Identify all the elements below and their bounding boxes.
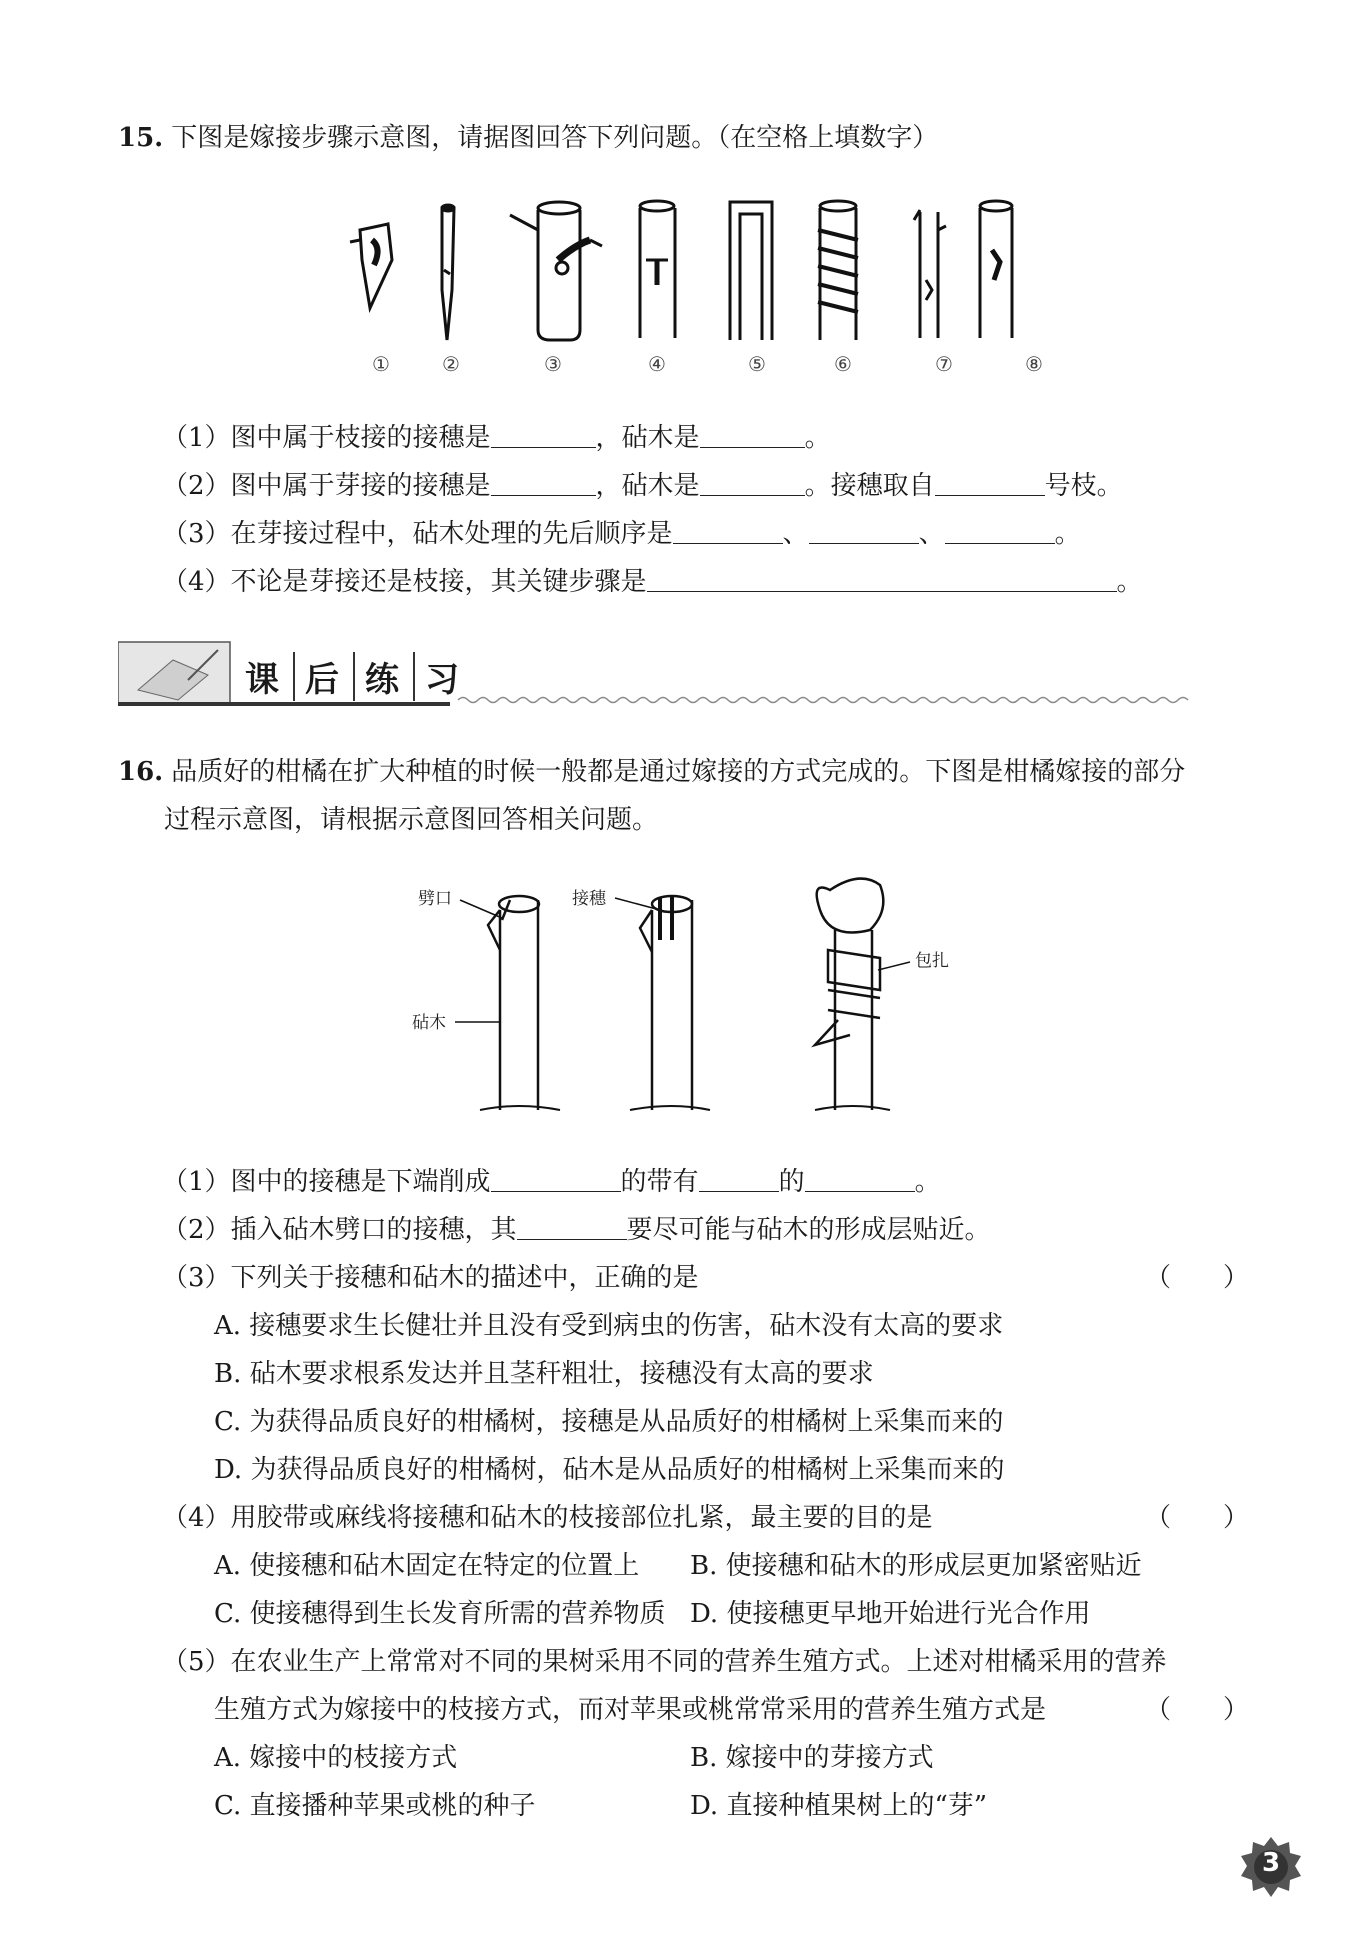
- q16-sub3-option-a[interactable]: A. 接穗要求生长健壮并且没有受到病虫的伤害，砧木没有太高的要求: [214, 1311, 1004, 1341]
- q16-sub5-option-d[interactable]: D. 直接种植果树上的“芽”: [690, 1791, 988, 1821]
- answer-blank[interactable]: [700, 421, 805, 448]
- page-number: 3: [1261, 1848, 1281, 1878]
- answer-blank[interactable]: [700, 469, 805, 496]
- answer-blank[interactable]: [945, 517, 1055, 544]
- fig-label-pikou: 劈口: [418, 889, 452, 909]
- q16-sub4-answer-paren[interactable]: （ ）: [1145, 1503, 1250, 1533]
- figure-stock-with-bud: [980, 201, 1012, 338]
- q16-sub5-option-c[interactable]: C. 直接播种苹果或桃的种子: [214, 1791, 536, 1821]
- q16-sub5-option-a[interactable]: A. 嫁接中的枝接方式: [214, 1743, 458, 1773]
- figure-bound-stock: [818, 201, 858, 340]
- answer-blank[interactable]: [805, 1165, 915, 1192]
- answer-blank[interactable]: [809, 517, 919, 544]
- q16-title: [118, 752, 1185, 792]
- q16-sub5-line2: 生殖方式为嫁接中的枝接方式，而对苹果或桃常常采用的营养生殖方式是: [214, 1695, 1047, 1725]
- q15-sub3: （3）在芽接过程中，砧木处理的先后顺序是 、 、 。: [162, 519, 1081, 549]
- answer-blank[interactable]: [491, 421, 596, 448]
- q16-sub3-option-b[interactable]: B. 砧木要求根系发达并且茎秆粗壮，接穗没有太高的要求: [214, 1359, 874, 1389]
- figure-scion: [442, 205, 454, 340]
- q16-sub4-option-a[interactable]: A. 使接穗和砧木固定在特定的位置上: [214, 1551, 640, 1581]
- fig-label-1: ①: [372, 352, 390, 376]
- q16-sub4-option-b[interactable]: B. 使接穗和砧木的形成层更加紧密贴近: [690, 1551, 1142, 1581]
- q16-sub1: （1）图中的接穗是下端削成 的带有 的 。: [162, 1167, 941, 1197]
- q16-sub4-option-d[interactable]: D. 使接穗更早地开始进行光合作用: [690, 1599, 1091, 1629]
- q16-sub5-line1: （5）在农业生产上常常对不同的果树采用不同的营养生殖方式。上述对柑橘采用的营养: [162, 1647, 1167, 1677]
- q16-title-line1: 品质好的柑橘在扩大种植的时候一般都是通过嫁接的方式完成的。下图是柑橘嫁接的部分: [171, 757, 1186, 787]
- answer-blank[interactable]: [491, 1165, 621, 1192]
- fig-label-8: ⑧: [1025, 352, 1043, 376]
- q15-sub4: （4）不论是芽接还是枝接，其关键步骤是 。: [162, 567, 1143, 597]
- q16-sub5-answer-paren[interactable]: （ ）: [1145, 1695, 1250, 1725]
- q16-sub3-option-d[interactable]: D. 为获得品质良好的柑橘树，砧木是从品质好的柑橘树上采集而来的: [214, 1455, 1005, 1485]
- q16-sub3-answer-paren[interactable]: （ ）: [1145, 1263, 1250, 1293]
- fig-label-2: ②: [442, 352, 460, 376]
- answer-blank[interactable]: [491, 469, 596, 496]
- answer-blank[interactable]: [935, 469, 1045, 496]
- figure-bud-shield: [350, 224, 392, 308]
- q16-sub3: （3）下列关于接穗和砧木的描述中，正确的是: [162, 1263, 699, 1293]
- fig-label-zhenmu: 砧木: [412, 1013, 446, 1033]
- figure-t-cut-stock: [640, 201, 675, 338]
- q15-title: [118, 118, 938, 158]
- q16-sub4: （4）用胶带或麻线将接穗和砧木的枝接部位扎紧，最主要的目的是: [162, 1503, 933, 1533]
- q15-grafting-figure: [330, 190, 1070, 350]
- q16-sub4-option-c[interactable]: C. 使接穗得到生长发育所需的营养物质: [214, 1599, 666, 1629]
- fig-label-jiesui: 接穗: [572, 889, 606, 909]
- fig-label-baozha: 包扎: [915, 951, 949, 971]
- q16-sub5-option-b[interactable]: B. 嫁接中的芽接方式: [690, 1743, 934, 1773]
- figure-branch-cut: [510, 202, 602, 340]
- fig-label-4: ④: [648, 352, 666, 376]
- fig-label-3: ③: [544, 352, 562, 376]
- section-title: 课 后 练 习: [235, 652, 473, 701]
- q15-sub1: （1）图中属于枝接的接穗是 ，砧木是 。: [162, 423, 831, 453]
- q16-sub2: （2）插入砧木劈口的接穗，其 要尽可能与砧木的形成层贴近。: [162, 1215, 991, 1245]
- fig-label-5: ⑤: [748, 352, 766, 376]
- answer-blank[interactable]: [699, 1165, 779, 1192]
- q15-sub2: （2）图中属于芽接的接穗是 ，砧木是 。接穗取自 号枝。: [162, 471, 1123, 501]
- answer-blank[interactable]: [673, 517, 783, 544]
- answer-blank[interactable]: [647, 565, 1117, 592]
- fig-label-7: ⑦: [935, 352, 953, 376]
- q16-citrus-grafting-figure: [410, 870, 980, 1120]
- q15-number: 15.: [118, 123, 164, 153]
- answer-blank[interactable]: [517, 1213, 627, 1240]
- figure-open-stock: [730, 202, 772, 340]
- q16-sub3-option-c[interactable]: C. 为获得品质良好的柑橘树，接穗是从品质好的柑橘树上采集而来的: [214, 1407, 1004, 1437]
- fig-label-6: ⑥: [834, 352, 852, 376]
- figure-thin-stock: [914, 210, 946, 338]
- q16-title-line2: 过程示意图，请根据示意图回答相关问题。: [164, 805, 659, 835]
- q16-number: 16.: [118, 757, 164, 787]
- q15-title-text: 下图是嫁接步骤示意图，请据图回答下列问题。（在空格上填数字）: [171, 123, 939, 153]
